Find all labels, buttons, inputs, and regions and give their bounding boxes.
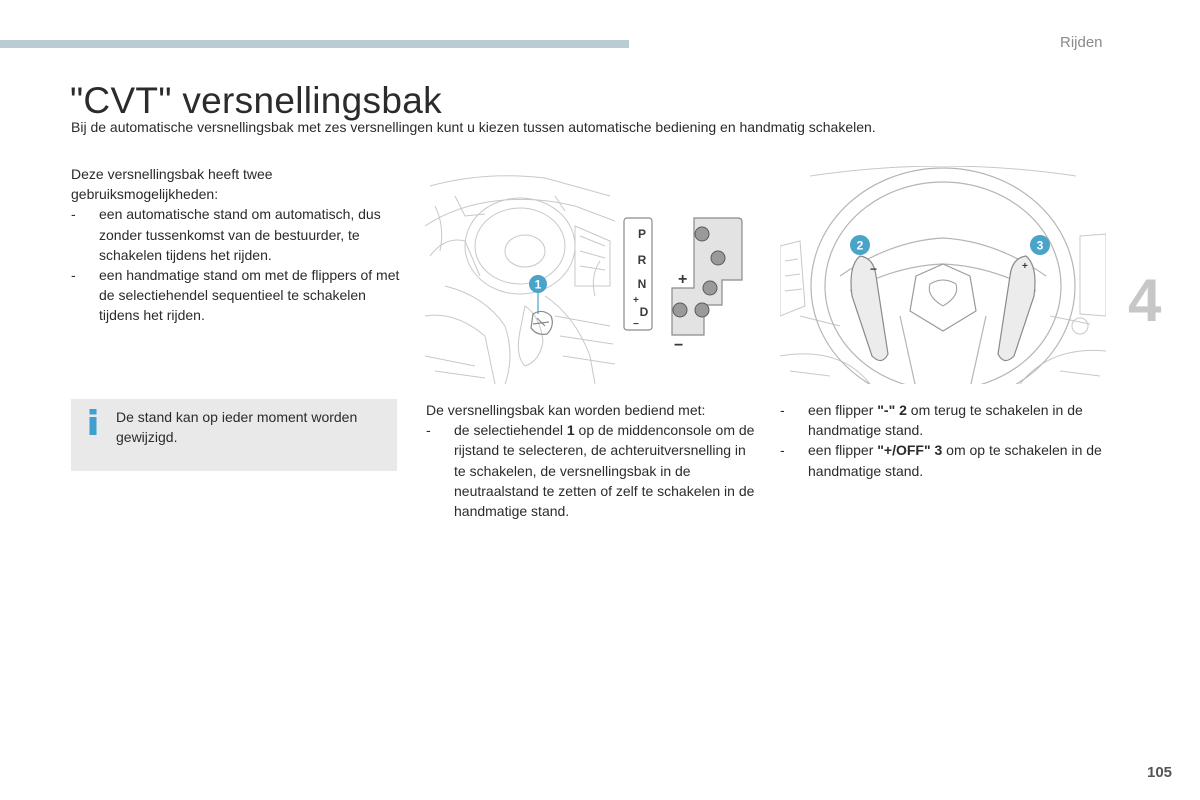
callout-reference: "+/OFF" 3 xyxy=(877,442,943,459)
info-icon xyxy=(86,409,100,435)
gate-dot xyxy=(711,251,725,265)
gate-position-n: N xyxy=(637,277,647,291)
list-item-text: de selectiehendel xyxy=(454,422,567,439)
section-label: Rijden xyxy=(1060,34,1103,51)
list-item xyxy=(426,420,756,521)
bullet-dash: - xyxy=(71,206,76,223)
gate-dot xyxy=(703,281,717,295)
list-item-text: een handmatige stand om met de flippers of met de selectiehendel sequentieel te schakelen tijdens het rijden. xyxy=(99,267,400,324)
intro-paragraph: Bij de automatische versnellingsbak met zes versnellingen kunt u kiezen tussen automatische bediening en handmatig schakelen. xyxy=(71,119,876,135)
gate-position-r: R xyxy=(637,253,647,267)
list-item xyxy=(780,440,1110,480)
list-item-text: om terug te schakelen in de handmatige stand. xyxy=(808,402,1083,439)
info-box xyxy=(71,399,397,471)
gate-plus-label: + xyxy=(678,271,688,288)
list-item-text: een flipper xyxy=(808,402,878,418)
header-accent-bar xyxy=(0,40,629,48)
gate-position-plus: + xyxy=(633,295,639,306)
gate-minus-label: − xyxy=(674,337,684,354)
callout-1-label: 1 xyxy=(534,277,542,292)
middle-list xyxy=(426,420,756,521)
list-item xyxy=(71,265,401,326)
plus-paddle xyxy=(998,256,1035,361)
list-item-text: om op te schakelen in de handmatige stand. xyxy=(808,442,1102,479)
list-item xyxy=(780,400,1110,440)
bullet-dash: - xyxy=(780,442,785,459)
bullet-dash: - xyxy=(71,267,76,284)
bullet-dash: - xyxy=(426,422,431,439)
center-console-illustration xyxy=(425,166,615,384)
steering-wheel-illustration xyxy=(780,166,1106,384)
page-number: 105 xyxy=(1147,764,1173,781)
callout-reference: "-" 2 xyxy=(877,402,907,418)
callout-2-label: 2 xyxy=(856,238,864,253)
left-column xyxy=(71,164,401,326)
gate-position-d: D xyxy=(639,305,649,319)
shift-gate-diagram xyxy=(620,210,750,355)
list-item-text: een flipper xyxy=(808,442,878,459)
bullet-dash: - xyxy=(780,402,785,418)
page-title: "CVT" versnellingsbak xyxy=(70,80,442,121)
gate-dot xyxy=(695,303,709,317)
paddle-plus-mark: + xyxy=(1022,261,1028,272)
right-list xyxy=(780,400,1110,481)
left-list xyxy=(71,204,401,325)
middle-lead: De versnellingsbak kan worden bediend met: xyxy=(426,402,706,418)
list-item-text: een automatische stand om automatisch, dus zonder tussenkomst van de bestuurder, te schakelen tijdens het rijden. xyxy=(99,206,381,263)
paddle-minus-mark: − xyxy=(870,262,878,276)
chapter-number: 4 xyxy=(1128,267,1162,334)
left-lead: Deze versnellingsbak heeft twee gebruiksmogelijkheden: xyxy=(71,166,273,203)
list-item-text: op de middenconsole om de rijstand te selecteren, de achteruitversnelling in te schakelen, de versnellingsbak in de neutraalstand te zetten of zelf te schakelen in de handmatige stand. xyxy=(454,422,755,520)
gate-dot xyxy=(673,303,687,317)
gate-position-p: P xyxy=(637,227,647,241)
right-column xyxy=(780,400,1110,481)
middle-column xyxy=(426,400,756,521)
info-text: De stand kan op ieder moment worden gewijzigd. xyxy=(116,409,358,446)
gate-position-minus: − xyxy=(633,319,639,330)
gate-dot xyxy=(695,227,709,241)
list-item xyxy=(71,204,401,265)
callout-3-label: 3 xyxy=(1036,238,1044,253)
callout-reference: 1 xyxy=(566,422,575,439)
